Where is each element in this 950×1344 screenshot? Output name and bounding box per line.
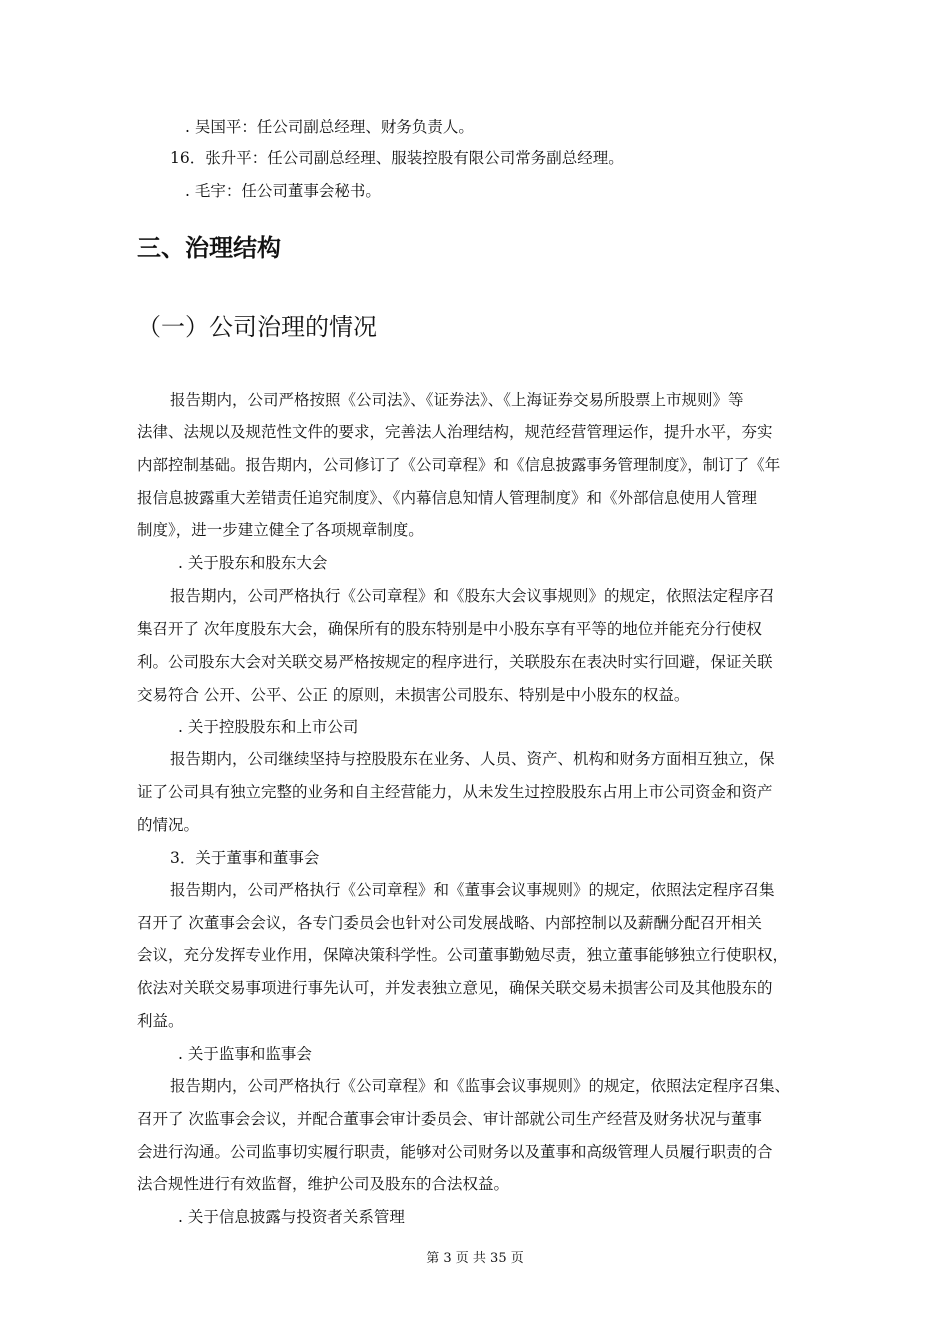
paragraph-line: 报告期内，公司严格按照《公司法》、《证券法》、《上海证券交易所股票上市规则》等 — [170, 391, 744, 409]
paragraph-line: 报告期内，公司严格执行《公司章程》和《监事会议事规则》的规定，依照法定程序召集、 — [170, 1077, 791, 1095]
list-item: . 吴国平：任公司副总经理、财务负责人。 — [185, 118, 474, 136]
subheading-controlling-shareholder: . 关于控股股东和上市公司 — [178, 718, 359, 736]
paragraph-line: 报信息披露重大差错责任追究制度》、《内幕信息知情人管理制度》和《外部信息使用人管理 — [137, 489, 758, 507]
paragraph-line: 利益。 — [137, 1012, 184, 1030]
paragraph-line: 报告期内，公司严格执行《公司章程》和《股东大会议事规则》的规定，依照法定程序召 — [170, 587, 775, 605]
list-item: . 毛宇：任公司董事会秘书。 — [185, 182, 381, 200]
paragraph-line: 会进行沟通。公司监事切实履行职责，能够对公司财务以及董事和高级管理人员履行职责的合 — [137, 1143, 773, 1161]
paragraph-line: 证了公司具有独立完整的业务和自主经营能力，从未发生过控股股东占用上市公司资金和资产 — [137, 783, 773, 801]
subsection-title: （一）公司治理的情况 — [137, 313, 377, 341]
paragraph-line: 法合规性进行有效监督，维护公司及股东的合法权益。 — [137, 1175, 510, 1193]
paragraph-line: 法律、法规以及规范性文件的要求，完善法人治理结构，规范经营管理运作，提升水平，夯实 — [137, 423, 773, 441]
subheading-disclosure: . 关于信息披露与投资者关系管理 — [178, 1208, 405, 1226]
paragraph-line: 报告期内，公司严格执行《公司章程》和《董事会议事规则》的规定，依照法定程序召集 — [170, 881, 775, 899]
subheading-supervisors: . 关于监事和监事会 — [178, 1045, 312, 1063]
section-title: 三、治理结构 — [137, 234, 281, 262]
paragraph-line: 召开了 次董事会会议，各专门委员会也针对公司发展战略、内部控制以及薪酬分配召开相关 — [137, 914, 762, 932]
paragraph-line: 制度》，进一步建立健全了各项规章制度。 — [137, 521, 424, 539]
paragraph-line: 依法对关联交易事项进行事先认可，并发表独立意见，确保关联交易未损害公司及其他股东的 — [137, 979, 773, 997]
paragraph-line: 集召开了 次年度股东大会，确保所有的股东特别是中小股东享有平等的地位并能充分行使权 — [137, 620, 762, 638]
paragraph-line: 会议，充分发挥专业作用，保障决策科学性。公司董事勤勉尽责，独立董事能够独立行使职权， — [137, 946, 789, 964]
subheading-shareholders: . 关于股东和股东大会 — [178, 554, 328, 572]
paragraph-line: 报告期内，公司继续坚持与控股股东在业务、人员、资产、机构和财务方面相互独立，保 — [170, 750, 775, 768]
paragraph-line: 利。公司股东大会对关联交易严格按规定的程序进行，关联股东在表决时实行回避，保证关联 — [137, 653, 773, 671]
list-item: 16．张升平：任公司副总经理、服装控股有限公司常务副总经理。 — [170, 149, 624, 167]
paragraph-line: 交易符合 公开、公平、公正 的原则，未损害公司股东、特别是中小股东的权益。 — [137, 686, 690, 704]
paragraph-line: 召开了 次监事会会议，并配合董事会审计委员会、审计部就公司生产经营及财务状况与董事 — [137, 1110, 762, 1128]
paragraph-line: 内部控制基础。报告期内，公司修订了《公司章程》和《信息披露事务管理制度》，制订了《年 — [137, 456, 781, 474]
paragraph-line: 的情况。 — [137, 816, 200, 834]
page-footer: 第 3 页 共 35 页 — [426, 1251, 524, 1266]
subheading-board: 3．关于董事和董事会 — [170, 849, 320, 867]
